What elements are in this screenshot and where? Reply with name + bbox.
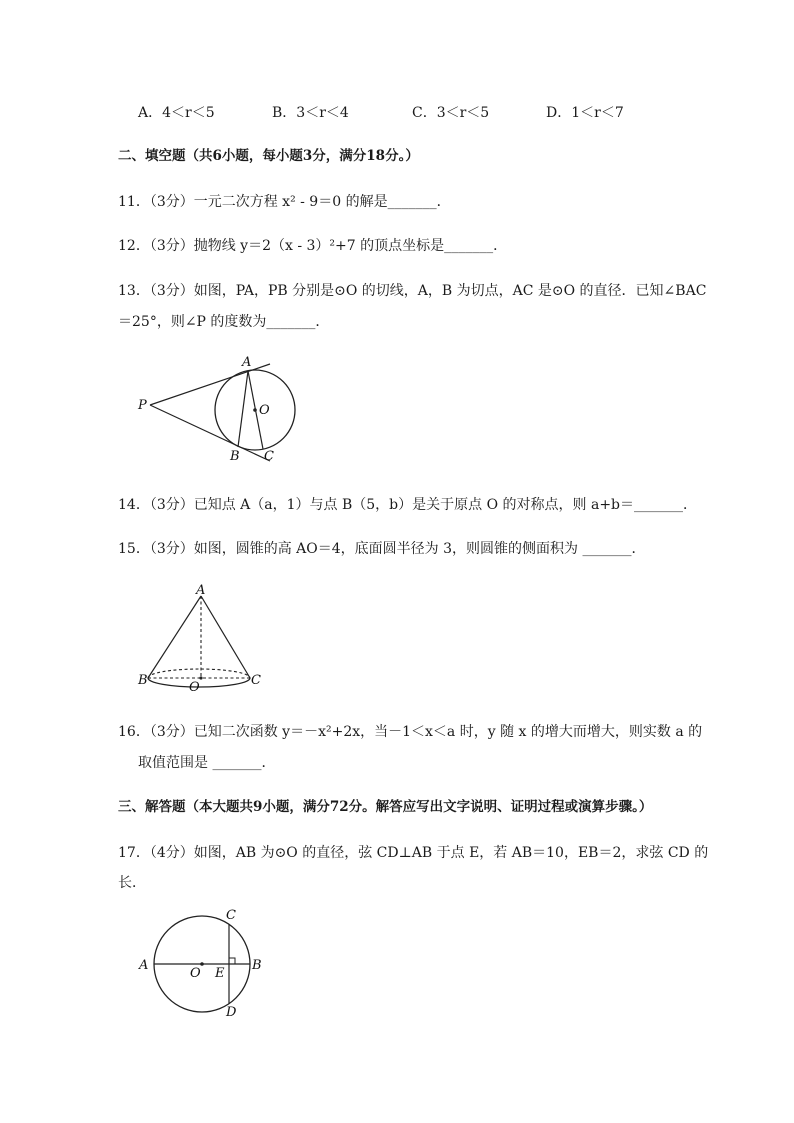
chord-circle-figure [132, 906, 272, 1018]
question-16-line1: 16．（3分）已知二次函数 y＝－x²+2x，当－1＜x＜a 时，y 随 x 的增大而增大，则实数 a 的 [118, 724, 703, 740]
label-c: C [251, 673, 261, 688]
question-14: 14．（3分）已知点 A（a，1）与点 B（5，b）是关于原点 O 的对称点，则 a+b＝_______． [118, 497, 698, 513]
question-17-line2: 长． [118, 875, 146, 891]
label-a: A [196, 583, 206, 598]
question-13-line2: ＝25°，则∠P 的度数为_______． [118, 314, 330, 330]
cone-right-edge [201, 596, 250, 678]
center-point [253, 408, 257, 412]
label-o: O [259, 403, 270, 418]
label-c: C [264, 449, 274, 464]
question-17-line1: 17．（4分）如图，AB 为⊙O 的直径，弦 CD⊥AB 于点 E，若 AB＝10，EB＝2，求弦 CD 的 [118, 845, 709, 861]
label-b: B [230, 449, 240, 464]
question-15: 15．（3分）如图，圆锥的高 AO＝4，底面圆半径为 3，则圆锥的侧面积为 _______． [118, 541, 646, 557]
right-angle-mark [229, 958, 235, 964]
label-c: C [226, 908, 236, 923]
label-b: B [138, 673, 148, 688]
q10-option-d: D．1＜r＜7 [546, 105, 624, 121]
tangent-pa [150, 364, 270, 405]
cone-figure [136, 582, 266, 694]
section2-heading: 二、填空题（共6小题，每小题3分，满分18分。） [118, 148, 419, 164]
tangent-pb [150, 405, 270, 461]
question-16-line2: 取值范围是 _______． [138, 755, 276, 771]
q10-option-a: A．4＜r＜5 [138, 105, 215, 121]
center-point [200, 962, 204, 966]
base-center-point [199, 676, 202, 679]
question-11: 11．（3分）一元二次方程 x² - 9＝0 的解是_______． [118, 194, 451, 210]
q10-option-c: C．3＜r＜5 [412, 105, 490, 121]
tangent-circle-figure [130, 350, 310, 470]
base-back-arc [148, 669, 250, 678]
chord-ab [238, 371, 248, 447]
question-13-line1: 13．（3分）如图，PA，PB 分别是⊙O 的切线，A，B 为切点，AC 是⊙O 的直径．已知∠BAC [118, 283, 707, 299]
cone-left-edge [148, 596, 201, 678]
question-12: 12．（3分）抛物线 y＝2（x - 3）²+7 的顶点坐标是_______． [118, 238, 508, 254]
label-o: O [190, 966, 201, 981]
label-b: B [252, 958, 262, 973]
label-e: E [215, 966, 225, 981]
label-a: A [242, 355, 252, 370]
label-a: A [139, 958, 149, 973]
label-p: P [138, 398, 147, 413]
q10-option-b: B．3＜r＜4 [272, 105, 349, 121]
label-o: O [189, 680, 200, 694]
label-d: D [226, 1005, 237, 1018]
section3-heading: 三、解答题（本大题共9小题，满分72分。解答应写出文字说明、证明过程或演算步骤。） [118, 799, 653, 815]
